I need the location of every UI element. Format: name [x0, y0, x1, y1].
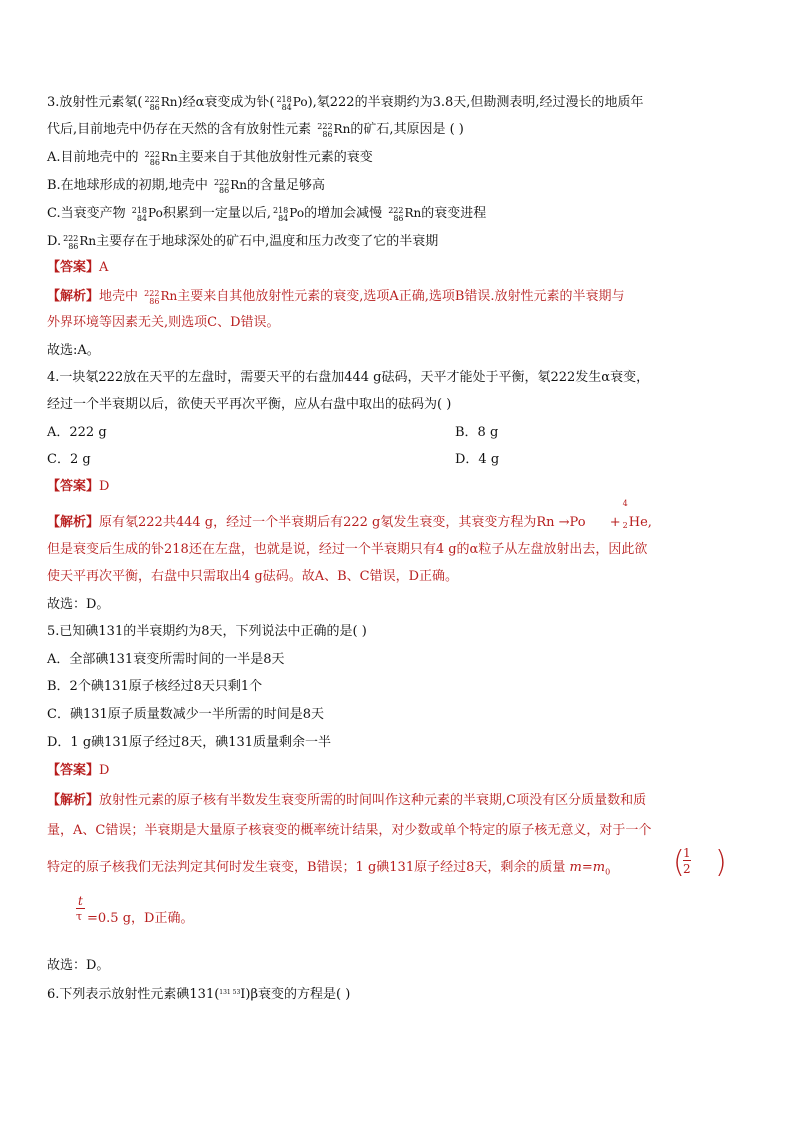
q4-option-a: A．222 g	[47, 425, 107, 440]
q5-analysis-line-2: 量，A、C错误；半衰期是大量原子核衰变的概率统计结果，对少数或单个特定的原子核无意义，对于一个	[47, 823, 652, 838]
q5-analysis-line-3: 特定的原子核我们无法判定其何时发生衰变，B错误；1 g碘131原子经过8天，剩余的质量 $m=m_0$	[47, 860, 611, 877]
q3-option-c: C.当衰变产物 218 84 Po积累到一定量以后, 218 84 Po的增加会减慢 222 86 Rn的衰变进程	[47, 206, 487, 223]
rn-nuclide: 222 86	[213, 178, 230, 195]
analysis-tag: 【解析】	[47, 289, 100, 304]
q5-stem: 5.已知碘131的半衰期约为8天，下列说法中正确的是( )	[47, 624, 367, 639]
fraction-denominator: 2	[683, 862, 691, 876]
q3-option-a: A.目前地壳中的 222 86 Rn主要来自于其他放射性元素的衰变	[47, 150, 373, 167]
q5-option-b: B．2个碘131原子核经过8天只剩1个	[47, 679, 263, 694]
analysis-tag: 【解析】	[47, 793, 100, 808]
q5-conclusion: 故选：D。	[47, 958, 110, 973]
q4-stem-line-1: 4.一块氡222放在天平的左盘时，需要天平的右盘加444 g砝码，天平才能处于平衡，氡222发生α衰变，	[47, 370, 650, 385]
q3-answer	[47, 259, 754, 277]
answer-tag: 【答案】	[47, 260, 100, 275]
q4-conclusion: 故选：D。	[47, 597, 110, 612]
q3-stem-line-2: 代后,目前地壳中仍存在天然的含有放射性元素 222 86 Rn的矿石,其原因是 ( )	[47, 122, 464, 139]
q4-analysis-line-2: 但是衰变后生成的钋218还在左盘，也就是说，经过一个半衰期只有4 g的α粒子从左盘放射出去，因此欲	[47, 542, 648, 557]
analysis-tag: 【解析】	[47, 515, 100, 530]
q3-analysis-line-1: 【解析】地壳中 222 86 Rn主要来自其他放射性元素的衰变,选项A正确,选项B错误.放射性元素的半衰期与	[47, 289, 625, 306]
fraction-numerator: 1	[683, 846, 691, 860]
rn-nuclide: 222 86	[144, 289, 160, 306]
po-nuclide: 218 84	[272, 206, 289, 223]
q6-stem: 6.下列表示放射性元素碘131($^{131 53}$I)β衰变的方程是( )	[47, 987, 351, 1002]
q4-analysis-line-1: 【解析】原有氡222共444 g，经过一个半衰期后有222 g氡发生衰变，其衰变方程为Rn →Po + 4 2 He,	[47, 499, 652, 530]
rn-nuclide: 222 86	[388, 206, 404, 223]
rn-nuclide: 222 86	[63, 234, 79, 251]
exponent-numerator: t	[78, 894, 83, 908]
q5-analysis-line-4: =0.5 g，D正确。	[87, 911, 194, 926]
q4-analysis-line-3: 使天平再次平衡，右盘中只需取出4 g砝码。故A、B、C错误，D正确。	[47, 569, 459, 584]
answer-tag: 【答案】	[47, 479, 100, 494]
rn-nuclide: 222 86	[144, 95, 160, 112]
po-nuclide: 218 84	[276, 95, 292, 112]
q4-options-row-1	[47, 424, 754, 442]
q5-option-c: C．碘131原子质量数减少一半所需的时间是8天	[47, 707, 325, 722]
q4-options-row-2	[47, 451, 754, 469]
q3-analysis-line-2: 外界环境等因素无关,则选项C、D错误。	[47, 315, 280, 330]
answer-tag: 【答案】	[47, 763, 100, 778]
q3-stem-line-1: 3.放射性元素氡( 222 86 Rn)经α衰变成为钋( 218 84 Po),氡222的半衰期约为3.8天,但勘测表明,经过漫长的地质年	[47, 95, 644, 112]
po-nuclide: 218 84	[131, 206, 148, 223]
he-nuclide: 4 2	[622, 499, 628, 530]
left-paren: (	[673, 845, 685, 880]
q5-option-d: D．1 g碘131原子经过8天，碘131质量剩余一半	[47, 735, 332, 750]
q3-option-d: D. 222 86 Rn主要存在于地球深处的矿石中,温度和压力改变了它的半衰期	[47, 234, 439, 251]
answer-value: D	[99, 479, 110, 494]
q4-option-d: D．4 g	[455, 452, 500, 467]
iodine-isotope: 131 53	[219, 989, 241, 996]
answer-value: A	[99, 260, 109, 275]
q3-option-b: B.在地球形成的初期,地壳中 222 86 Rn的含量足够高	[47, 178, 326, 195]
q4-stem-line-2: 经过一个半衰期以后，欲使天平再次平衡，应从右盘中取出的砝码为( )	[47, 397, 452, 412]
exponent-denominator: τ	[76, 910, 83, 923]
q4-option-c: C．2 g	[47, 452, 91, 467]
q5-answer	[47, 762, 754, 780]
rn-nuclide: 222 86	[144, 150, 160, 167]
answer-value: D	[99, 763, 110, 778]
q3-conclusion: 故选:A。	[47, 343, 100, 358]
right-paren: )	[715, 845, 727, 880]
q5-analysis-line-1: 【解析】放射性元素的原子核有半数发生衰变所需的时间叫作这种元素的半衰期,C项没有区分质量数和质	[47, 793, 647, 808]
rn-nuclide: 222 86	[317, 122, 333, 139]
q5-option-a: A．全部碘131衰变所需时间的一半是8天	[47, 652, 285, 667]
q4-answer	[47, 478, 754, 496]
q4-option-b: B．8 g	[455, 425, 499, 440]
